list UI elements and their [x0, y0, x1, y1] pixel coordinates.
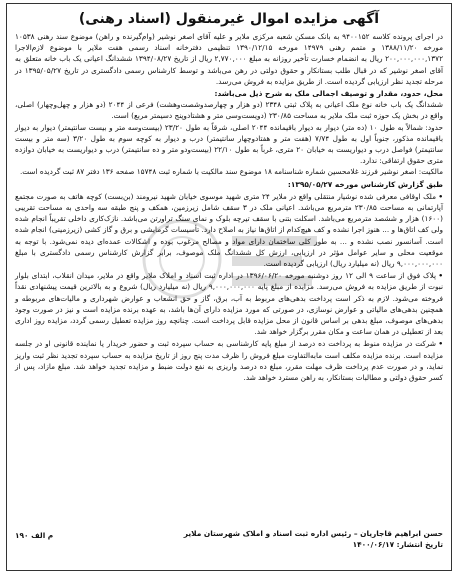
notice-title: آگهی مزایده اموال غیرمنقول (اسناد رهنی) — [78, 11, 380, 27]
property-boundaries: حدود: شمالاً به طول ۱۰ (ده متر) دیوار به دیوار باقیمانده ۲۰۴۴ اصلی، شرقاً به طول ۲۳/۲۰ (بیست‌وسه متر و بیست سانتیمتر) دیوار به دیوار باقیمانده مذکور، جنوباً اول به طول ۷/۷۴ (هفت متر و هفتادوچهار سانتیمتر) درب و دیوار به کوچه سوم به طول ۳/۲۰ (سه متر و بیست سانتیمتر) فواصل درب و دیواریست به خیابان ۲۰ متری، غرباً به طول ۲۲/۱۰ (بیست‌ودو متر و ده سانتیمتر) درب و دیواریست به خیابان دوازده متری حقوق ارتفاقی: ندارد. — [15, 122, 444, 166]
expert-bullet-2 — [15, 270, 443, 337]
bullet-icon: • — [438, 271, 443, 281]
bullet-icon: • — [438, 339, 443, 349]
publish-date: تاریخ انتشار: ۱۴۰۰/۰۶/۱۷ — [352, 540, 443, 549]
serial-number: م الف ۱۹۰ — [15, 531, 54, 540]
expert-bullet-1-text: ملک اوقافی معرفی شده نوشیار منتقلی واقع در ملایر ۲۴ متری شهید موسوی خیابان شهید نیرومند (بن‌بست) کوچه هاتف به صورت مجتمع آپارتمانی به مساحت ۲۳۰/۸۵ مترمربع می‌باشد. اعیانی ملک در ۳ سقف شامل زیرزمین، همکف و پنج طبقه سه واحدی به مساحت تقریبی (۱۶۰۰) هزار و ششصد مترمربع می‌باشد. اسکلت بتنی با سقف تیرچه بلوک و نمای سنگ تراورتن می‌باشد. نازک‌کاری داخلی تقریباً انجام شده ولی کف اتاق‌ها و ... هنوز اجرا نشده و کف هیچ‌کدام از اتاق‌ها نیاز به اصلاح دارد. تأسیسات گرمایشی و برق و گاز کشی (زیرزمینی) انجام شده است. آسانسور نصب نشده و ... به طور کلی ساختمان دارای مواد و مصالح مرغوب بوده و اشکالات عمده‌ای دیده نمی‌شود. با توجه به موقعیت محلی و سایر عوامل مؤثر در ارزیابی، ارزش کل ششدانگ ملک موصوف، برابر گزارش کارشناس رسمی دادگستری با مبلغ ۹,۰۰۰,۰۰۰,۰۰۰ ریال (نه میلیارد ریال) ارزیابی گردیده است. — [15, 191, 443, 269]
property-ownership: مالکیت: اصغر نوشیر فرزند غلامحسین شماره شناسنامه ۱۸ موضوع سند مالکیت با شماره ثبت ۱۵۷۴۸ صفحه ۱۳۶ دفتر ۸۷ ثبت گردیده است. — [19, 167, 443, 177]
title-bar — [15, 8, 443, 28]
bullet-icon: • — [438, 191, 443, 201]
property-description: ششدانگ یک باب خانه نوع ملک اعیانی به پلاک ثبتی ۲۳۴۸ (دو هزار و چهارصدوشصت‌وهشت) فرعی از ۲۰۴۴ (دو هزار و چهل‌وچهار) اصلی، واقع در بخش یک حوزه ثبت ملک ملایر به مساحت ۲۳۰/۸۵ (دویست‌وسی متر و هشتادوپنج دسیمتر مربع) است. — [15, 100, 444, 121]
notice-footer — [15, 528, 443, 564]
signature-block — [184, 528, 443, 550]
intro-paragraph: در اجرای پرونده کلاسه ۹۴۰۰۱۵۲ به بانک مسکن شعبه مرکزی ملایر و علیه آقای اصغر نوشیر (وام‌گیرنده و راهن) موضوع سند رهنی ۱۰۵۳۸ مورخه ۱۳۸۸/۱۱/۲۰ و متمم رهنی ۱۴۹۷۹ مورخه ۱۳۹۰/۱۲/۱۵ تنظیمی دفترخانه اسناد رسمی هفت ملایر با موضوع لازم‌الاجرا ۲۰۰,۰۰۰,۰۰۰,۱۳۷۲ ریال به انضمام خسارت تأخیر روزانه به مبلغ ۲,۷۷۰,۰۰۰ ریال از تاریخ ۱۳۹۴/۰۸/۲۷ ششدانگ اعیانی یک باب خانه متعلق به آقای اصغر نوشیر که در قبال طلب بستانکار و حقوق دولتی در رهن می‌باشد و توسط کارشناس رسمی دادگستری در تاریخ ۱۳۹۵/۰۵/۲۷ در مرحله تجدید نظر ارزیابی گردیده است. از طریق مزایده به فروش می‌رسد. — [15, 32, 443, 86]
section-heading-description: محل، حدود، مقدار و توصیف اجمالی ملک به شرح ذیل می‌باشد: — [214, 89, 443, 99]
expert-bullet-1 — [15, 191, 443, 269]
signer-line: حسن ابراهیم قاجاریان – رئیس اداره ثبت اسناد و املاک شهرستان ملایر — [183, 529, 443, 538]
expert-bullet-2-text: پلاک فوق از ساعت ۹ الی ۱۲ روز دوشنبه مورخه ۱۳۹۶/۰۶/۲۰ در اداره ثبت اسناد و املاک ملایر واقع در ملایر، میدان انقلاب، ابتدای بلوار نبوت از طریق مزایده به فروش می‌رسد. مزایده از مبلغ پایه ۹,۰۰۰,۰۰۰,۰۰۰ ریال (نه میلیارد ریال) شروع و به بالاترین قیمت پیشنهادی نقداً فروخته می‌شود. لازم به ذکر است پرداخت بدهی‌های مربوط به آب، برق، گاز و حق انشعاب و عوارض شهرداری و مالیات‌های مربوطه و همچنین بدهی‌های مالیاتی و عوارض نوسازی، در صورتی که مورد مزایده دارای آن‌ها باشد، به عهده برنده مزایده است و نیز در صورت وجود بدهی‌های موصوف، مبلغ بدهی بر اساس قانون از محل مزایده قابل پرداخت است. چنانچه روز مزایده تعطیل رسمی گردد، مزایده روز اداری بعد از تعطیلی در همان ساعت و مکان مقرر برگزار خواهد شد. — [15, 271, 443, 337]
expert-report-heading: طبق گزارش کارشناس مورخه ۱۳۹۵/۰۵/۲۷: — [287, 179, 443, 189]
auction-notice — [6, 3, 452, 571]
expert-bullet-3 — [15, 338, 443, 383]
expert-bullet-3-text: شرکت در مزایده منوط به پرداخت ده درصد از مبلغ پایه کارشناسی به حساب سپرده ثبت و حضور خریدار یا نماینده قانونی او در جلسه مزایده است. برنده مزایده مکلف است مابه‌التفاوت مبلغ فروش را ظرف مدت پنج روز از تاریخ مزایده به حساب سپرده تجدید نظر ثبت واریز نماید، و در صورت عدم پرداخت ظرف مهلت مقرر، مبلغ ده درصد واریزی به نفع دولت ضبط و مزایده تجدید خواهد شد. مبلغ مازاد، پس از کسر حقوق دولتی و مطالبات بستانکار، به راهن مسترد خواهد شد. — [15, 339, 443, 383]
